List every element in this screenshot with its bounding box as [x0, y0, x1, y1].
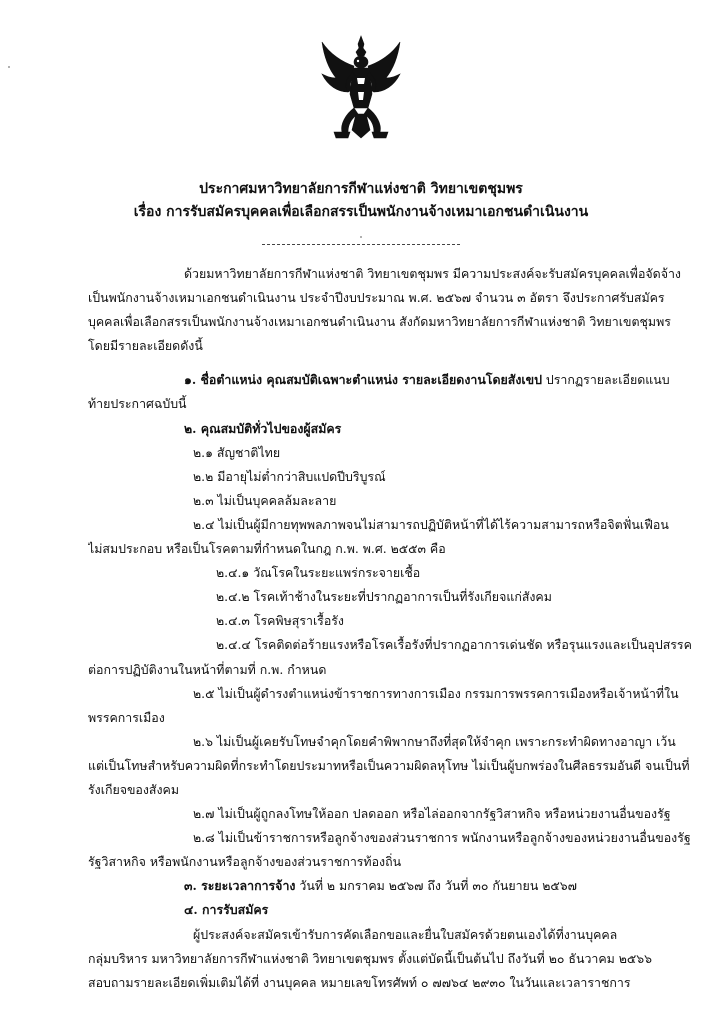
item-2-2: ๒.๒ มีอายุไม่ต่ำกว่าสิบแปดปีบริบูรณ์ — [193, 468, 386, 484]
section-4-heading: ๔. การรับสมัคร — [184, 902, 269, 918]
section-3-text: วันที่ ๒ มกราคม ๒๕๖๗ ถึง วันที่ ๓๐ กันยายน ๒๕๖๗ — [295, 878, 577, 894]
announcement-header — [0, 178, 722, 224]
intro-line-1: ด้วยมหาวิทยาลัยการกีฬาแห่งชาติ วิทยาเขตชุมพร มีความประสงค์จะรับสมัครบุคคลเพื่อจัดจ้าง — [184, 266, 681, 281]
item-2-4-2: ๒.๔.๒ โรคเท้าช้างในระยะที่ปรากฏอาการเป็นที่รังเกียจแก่สังคม — [216, 589, 552, 605]
section-1-text: ปรากฏรายละเอียดแนบ — [541, 372, 670, 388]
intro-line-3: บุคคลเพื่อเลือกสรรเป็นพนักงานจ้างเหมาเอกชนดำเนินงาน สังกัดมหาวิทยาลัยการกีฬาแห่งชาติ วิทยาเขตชุมพร — [88, 314, 671, 330]
section-3 — [88, 874, 698, 898]
item-2-5-cont: พรรคการเมือง — [88, 709, 165, 725]
item-2-5: ๒.๕ ไม่เป็นผู้ดำรงตำแหน่งข้าราชการทางการเมือง กรรมการพรรคการเมืองหรือเจ้าหน้าที่ใน — [193, 685, 679, 701]
section-1-cont: ท้ายประกาศฉบับนี้ — [88, 396, 187, 412]
section-2-heading: ๒. คุณสมบัติทั่วไปของผู้สมัคร — [184, 420, 342, 436]
item-2-4-4: ๒.๔.๔ โรคติดต่อร้ายแรงหรือโรคเรื้อรังที่ปรากฏอาการเด่นชัด หรือรุนแรงและเป็นอุปสรรค — [216, 637, 692, 653]
item-2-6-cont: แต่เป็นโทษสำหรับความผิดที่กระทำโดยประมาทหรือเป็นความผิดลหุโทษ ไม่เป็นผู้บกพร่องในศีลธรรมอันดี จนเป็นที่ — [88, 757, 690, 773]
header-divider — [262, 244, 460, 245]
intro-line-4: โดยมีรายละเอียดดังนี้ — [88, 338, 203, 354]
item-2-6-cont-2: รังเกียจของสังคม — [88, 781, 179, 797]
item-2-8-cont: รัฐวิสาหกิจ หรือพนักงานหรือลูกจ้างของส่วนราชการท้องถิ่น — [88, 854, 402, 870]
item-2-4: ๒.๔ ไม่เป็นผู้มีกายทุพพลภาพจนไม่สามารถปฏิบัติหน้าที่ได้ไร้ความสามารถหรือจิตฟั่นเฟือน — [193, 516, 669, 532]
garuda-emblem-icon — [318, 34, 404, 146]
item-2-4-cont: ไม่สมประกอบ หรือเป็นโรคตามที่กำหนดในกฎ ก.พ. พ.ศ. ๒๕๕๓ คือ — [88, 541, 446, 557]
item-2-4-4-cont: ต่อการปฏิบัติงานในหน้าที่ตามที่ ก.พ. กำหนด — [88, 661, 327, 677]
section-4-line-1: ผู้ประสงค์จะสมัครเข้ารับการคัดเลือกขอและยื่นใบสมัครด้วยตนเองได้ที่งานบุคคล — [193, 926, 618, 942]
section-3-heading: ๓. ระยะเวลาการจ้าง — [184, 878, 296, 894]
section-1-heading: ๑. ชื่อตำแหน่ง คุณสมบัติเฉพาะตำแหน่ง รายละเอียดงานโดยสังเขป — [184, 372, 542, 388]
section-4-line-3: สอบถามรายละเอียดเพิ่มเติมได้ที่ งานบุคคล หมายเลขโทรศัพท์ ๐ ๗๗๖๔ ๒๙๓๐ ในวันและเวลาราชการ — [88, 974, 631, 990]
item-2-7: ๒.๗ ไม่เป็นผู้ถูกลงโทษให้ออก ปลดออก หรือไล่ออกจากรัฐวิสาหกิจ หรือหน่วยงานอื่นของรัฐ — [193, 806, 671, 822]
item-2-4-1: ๒.๔.๑ วัณโรคในระยะแพร่กระจายเชื้อ — [216, 565, 421, 581]
section-4-line-2: กลุ่มบริหาร มหาวิทยาลัยการกีฬาแห่งชาติ วิทยาเขตชุมพร ตั้งแต่บัดนี้เป็นต้นไป ถึงวันที่ ๒๐ ธันวาคม ๒๕๖๖ — [88, 950, 653, 966]
section-1 — [88, 368, 698, 392]
item-2-3: ๒.๓ ไม่เป็นบุคคลล้มละลาย — [193, 492, 337, 508]
announcement-body — [88, 262, 698, 995]
item-2-1: ๒.๑ สัญชาติไทย — [193, 444, 281, 460]
announcement-title: ประกาศมหาวิทยาลัยการกีฬาแห่งชาติ วิทยาเขตชุมพร — [199, 181, 523, 197]
announcement-subject: เรื่อง การรับสมัครบุคคลเพื่อเลือกสรรเป็นพนักงานจ้างเหมาเอกชนดำเนินงาน — [133, 204, 589, 220]
item-2-6: ๒.๖ ไม่เป็นผู้เคยรับโทษจำคุกโดยคำพิพากษาถึงที่สุดให้จำคุก เพราะกระทำผิดทางอาญา เว้น — [193, 733, 676, 749]
scan-speck — [360, 236, 362, 238]
scan-speck — [8, 66, 10, 68]
item-2-4-3: ๒.๔.๓ โรคพิษสุราเรื้อรัง — [216, 613, 344, 629]
intro-line-2: เป็นพนักงานจ้างเหมาเอกชนดำเนินงาน ประจำปีงบประมาณ พ.ศ. ๒๕๖๗ จำนวน ๓ อัตรา จึงประกาศรับสมัคร — [88, 290, 665, 306]
item-2-8: ๒.๘ ไม่เป็นข้าราชการหรือลูกจ้างของส่วนราชการ พนักงานหรือลูกจ้างของหน่วยงานอื่นของรัฐ — [193, 830, 691, 846]
